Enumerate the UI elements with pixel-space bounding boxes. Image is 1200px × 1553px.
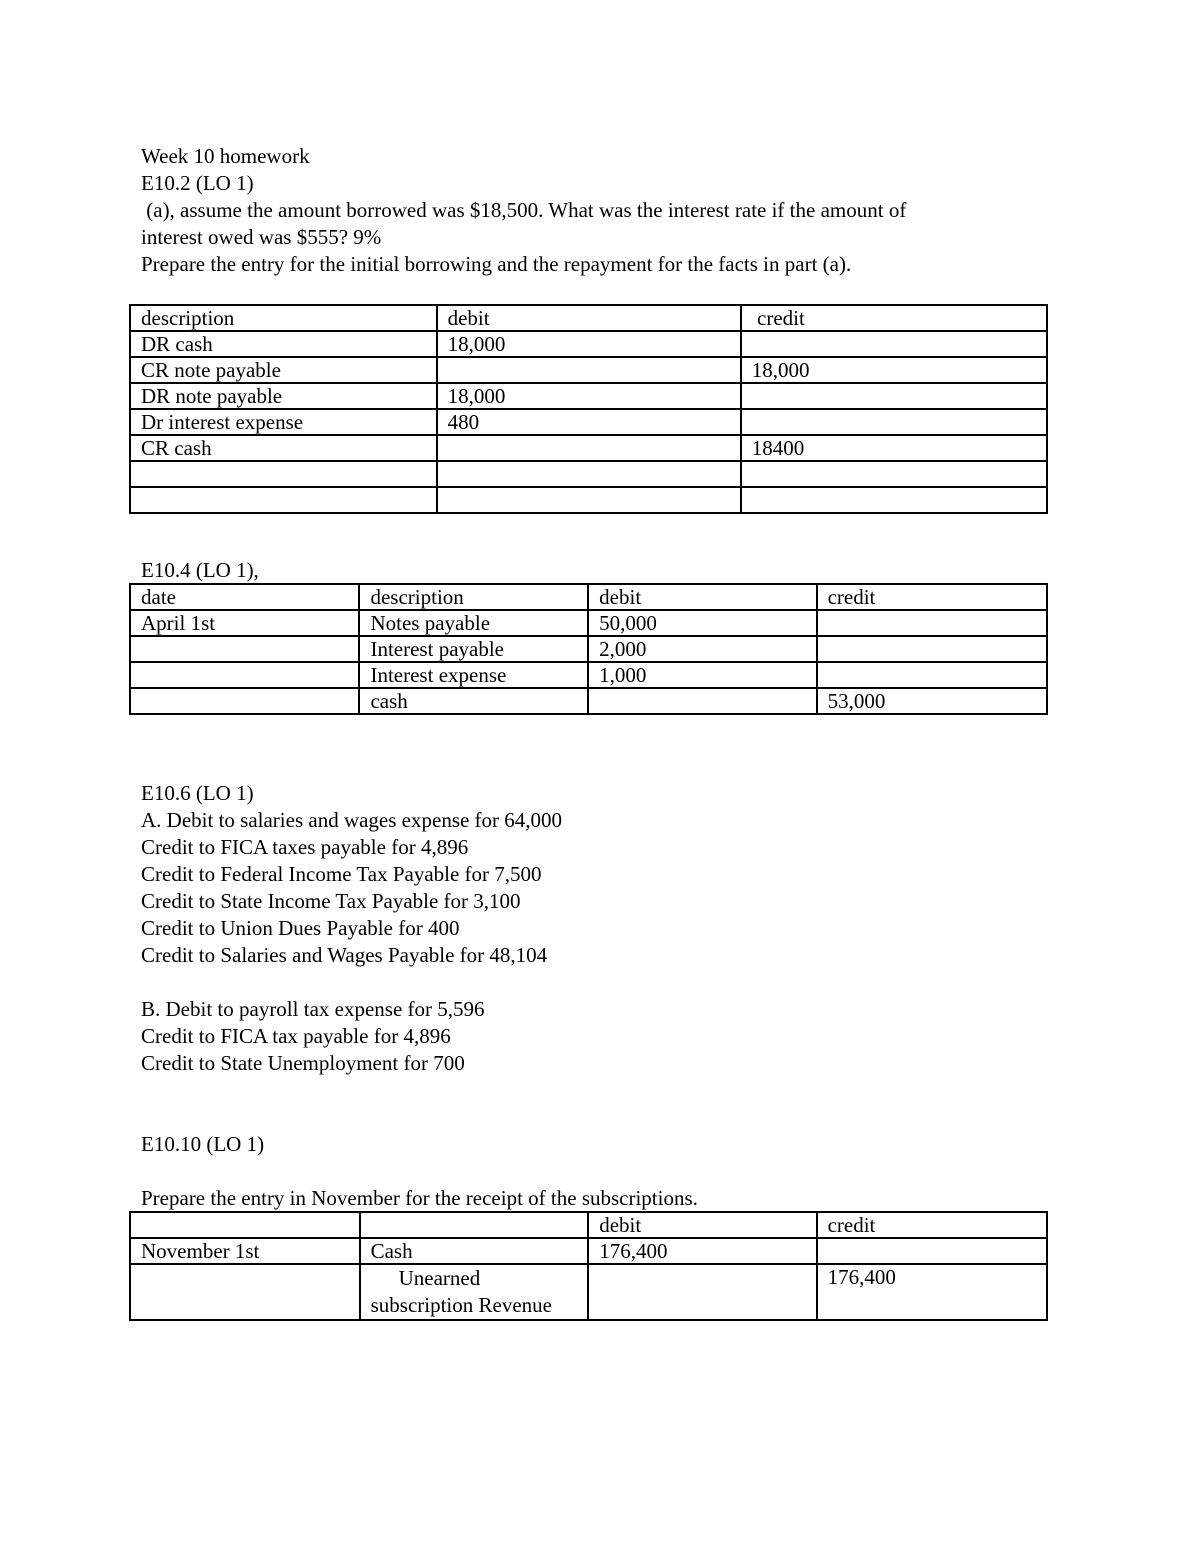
- question-text-cont: interest owed was $555? 9%: [141, 225, 382, 249]
- header-cell: description: [130, 305, 437, 331]
- table-cell: [588, 1264, 816, 1320]
- table-row: [130, 1264, 1047, 1320]
- section-heading-e10-4: E10.4 (LO 1),: [141, 558, 259, 582]
- table-cell: Cash: [360, 1238, 589, 1264]
- table-cell: April 1st: [130, 610, 359, 636]
- table-row: [130, 636, 1047, 662]
- table-cell: [741, 383, 1047, 409]
- table-cell: [130, 688, 359, 714]
- table-cell: CR cash: [130, 435, 437, 461]
- table-cell: 18,000: [437, 383, 741, 409]
- table-cell: [817, 636, 1047, 662]
- table-cell: [437, 487, 741, 513]
- header-cell: [360, 1212, 589, 1238]
- instruction-text: Prepare the entry for the initial borrowing and the repayment for the facts in part (a).: [141, 252, 852, 276]
- table-cell: 1,000: [588, 662, 816, 688]
- table-row-empty: [130, 487, 1047, 513]
- table-cell: [130, 636, 359, 662]
- table-cell: 480: [437, 409, 741, 435]
- table-header-row: [130, 584, 1047, 610]
- instruction-text: Prepare the entry in November for the receipt of the subscriptions.: [141, 1186, 698, 1210]
- table-row: [130, 409, 1047, 435]
- header-cell: credit: [817, 1212, 1047, 1238]
- table-cell: [741, 409, 1047, 435]
- table-cell: November 1st: [130, 1238, 360, 1264]
- table-cell: 18400: [741, 435, 1047, 461]
- header-cell: description: [359, 584, 588, 610]
- header-cell: date: [130, 584, 359, 610]
- table-cell: 2,000: [588, 636, 816, 662]
- part-a-line: Credit to FICA taxes payable for 4,896: [141, 835, 469, 859]
- part-b-line: Credit to FICA tax payable for 4,896: [141, 1024, 451, 1048]
- part-b-line: B. Debit to payroll tax expense for 5,596: [141, 997, 485, 1021]
- part-b-line: Credit to State Unemployment for 700: [141, 1051, 465, 1075]
- table-row: [130, 357, 1047, 383]
- part-a-line: Credit to Union Dues Payable for 400: [141, 916, 460, 940]
- table-cell: [130, 487, 437, 513]
- table-cell: [437, 357, 741, 383]
- table-cell: [588, 688, 816, 714]
- part-a-line: Credit to Federal Income Tax Payable for 7,500: [141, 862, 542, 886]
- table-row: [130, 383, 1047, 409]
- table-cell: Interest payable: [359, 636, 588, 662]
- table-cell: cash: [359, 688, 588, 714]
- page-title: Week 10 homework: [141, 144, 310, 168]
- table-row: [130, 610, 1047, 636]
- table-cell: 176,400: [588, 1238, 816, 1264]
- journal-table-e10-2: [129, 304, 1048, 514]
- section-heading-e10-10: E10.10 (LO 1): [141, 1132, 265, 1156]
- table-cell: Dr interest expense: [130, 409, 437, 435]
- table-cell: DR cash: [130, 331, 437, 357]
- header-cell: credit: [817, 584, 1047, 610]
- question-text: (a), assume the amount borrowed was $18,500. What was the interest rate if the amount of: [141, 198, 907, 222]
- table-cell: [741, 487, 1047, 513]
- table-cell: [817, 662, 1047, 688]
- table-cell: [741, 461, 1047, 487]
- table-row: [130, 331, 1047, 357]
- table-cell: Notes payable: [359, 610, 588, 636]
- table-cell: Interest expense: [359, 662, 588, 688]
- header-cell: [130, 1212, 360, 1238]
- table-cell: Unearned subscription Revenue: [360, 1264, 589, 1320]
- part-a-line: Credit to Salaries and Wages Payable for 48,104: [141, 943, 548, 967]
- section-heading-e10-2: E10.2 (LO 1): [141, 171, 254, 195]
- part-a-line: Credit to State Income Tax Payable for 3,100: [141, 889, 521, 913]
- table-cell: 18,000: [741, 357, 1047, 383]
- table-cell: [130, 662, 359, 688]
- table-header-row: [130, 1212, 1047, 1238]
- table-cell: [741, 331, 1047, 357]
- table-cell: [130, 461, 437, 487]
- table-cell: 18,000: [437, 331, 741, 357]
- table-row: [130, 688, 1047, 714]
- header-cell: debit: [588, 1212, 816, 1238]
- table-cell: [817, 1238, 1047, 1264]
- journal-table-e10-4: [129, 583, 1048, 715]
- table-header-row: [130, 305, 1047, 331]
- table-row: [130, 662, 1047, 688]
- table-cell: [130, 1264, 360, 1320]
- table-cell: CR note payable: [130, 357, 437, 383]
- table-cell: 176,400: [817, 1264, 1047, 1320]
- header-cell: debit: [588, 584, 816, 610]
- journal-table-e10-10: [129, 1211, 1048, 1321]
- table-cell: [437, 461, 741, 487]
- section-heading-e10-6: E10.6 (LO 1): [141, 781, 254, 805]
- table-row: [130, 435, 1047, 461]
- table-cell: [437, 435, 741, 461]
- part-a-line: A. Debit to salaries and wages expense for 64,000: [141, 808, 563, 832]
- table-cell: [817, 610, 1047, 636]
- table-row: [130, 1238, 1047, 1264]
- table-cell: DR note payable: [130, 383, 437, 409]
- header-cell: debit: [437, 305, 741, 331]
- table-cell: 50,000: [588, 610, 816, 636]
- header-cell: credit: [741, 305, 1047, 331]
- table-cell: 53,000: [817, 688, 1047, 714]
- table-row-empty: [130, 461, 1047, 487]
